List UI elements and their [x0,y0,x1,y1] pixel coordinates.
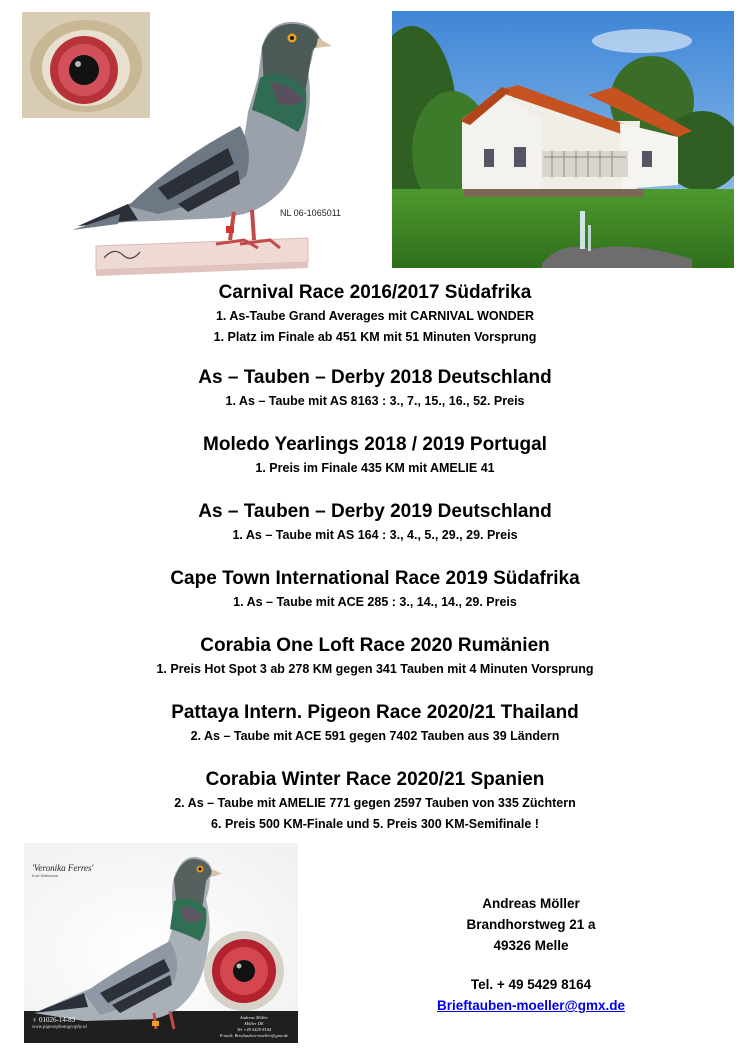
email-link[interactable]: Brieftauben-moeller@gmx.de [437,998,625,1013]
hen-eye-closeup-image [204,931,284,1011]
pigeon-photo [8,8,380,276]
race-detail: 1. As-Taube Grand Averages mit CARNIVAL WONDER [215,309,535,323]
race-title: Corabia One Loft Race 2020 Rumänien [200,635,550,656]
race-result [0,700,750,747]
race-detail: 1. Preis im Finale 435 KM mit AMELIE 41 [255,461,495,475]
spacer [400,956,662,974]
race-detail: 2. As – Taube mit ACE 591 gegen 7402 Tauben aus 39 Ländern [190,729,560,743]
card-line: E-mail: Brieftauben-moeller@gmx.de [219,1033,289,1038]
race-detail: 1. As – Taube mit AS 164 : 3., 4., 5., 29., 29. Preis [232,528,518,542]
race-title: Pattaya Intern. Pigeon Race 2020/21 Thailand [171,702,579,723]
race-detail: 6. Preis 500 KM-Finale und 5. Preis 300 KM-Semifinale ! [211,817,539,831]
race-result [0,633,750,680]
photographer-website: www.pigeonphotography.nl [32,1025,87,1030]
contact-block [400,893,662,1016]
race-detail: 1. Preis Hot Spot 3 ab 278 KM gegen 341 Tauben mit 4 Minuten Vorsprung [156,662,594,676]
contact-name: Andreas Möller [482,896,580,911]
card-line: Tel +49 5429 8164 [236,1027,272,1032]
loft-house-photo [392,11,734,268]
race-detail: 2. As – Taube mit AMELIE 771 gegen 2597 Tauben von 335 Züchtern [174,796,576,810]
contact-street: Brandhorstweg 21 a [466,917,596,932]
race-result [0,767,750,835]
race-detail: 1. Platz im Finale ab 451 KM mit 51 Minuten Vorsprung [213,330,537,344]
photo-card-text [214,1015,294,1039]
pigeon-subtitle: Kurt Wallmann [32,873,59,878]
veronika-ferres-photo [24,843,298,1043]
race-title: Cape Town International Race 2019 Südafrika [170,568,580,589]
race-title: Corabia Winter Race 2020/21 Spanien [205,769,545,790]
race-title: Carnival Race 2016/2017 Südafrika [218,282,532,303]
race-detail: 1. As – Taube mit ACE 285 : 3., 14., 14., 29. Preis [233,595,517,609]
race-result [0,280,750,348]
race-title: Moledo Yearlings 2018 / 2019 Portugal [203,434,547,455]
contact-phone: Tel. + 49 5429 8164 [470,977,592,992]
race-results [0,280,750,835]
race-title: As – Tauben – Derby 2018 Deutschland [198,367,552,388]
race-result [0,365,750,412]
race-title: As – Tauben – Derby 2019 Deutschland [198,501,552,522]
ring-number-caption: NL 06-1065011 [280,208,342,218]
card-line: Möller DE [244,1021,264,1026]
card-line: Andreas Möller [239,1015,269,1020]
pigeon-name: 'Veronika Ferres' [32,863,94,873]
race-result [0,432,750,479]
race-result [0,566,750,613]
race-result [0,499,750,546]
pigeon-ring-number: ♀ 01026-14-83 [32,1016,76,1024]
eye-closeup-image [22,12,150,118]
race-detail: 1. As – Taube mit AS 8163 : 3., 7., 15., 16., 52. Preis [225,394,525,408]
contact-city: 49326 Melle [493,938,569,953]
